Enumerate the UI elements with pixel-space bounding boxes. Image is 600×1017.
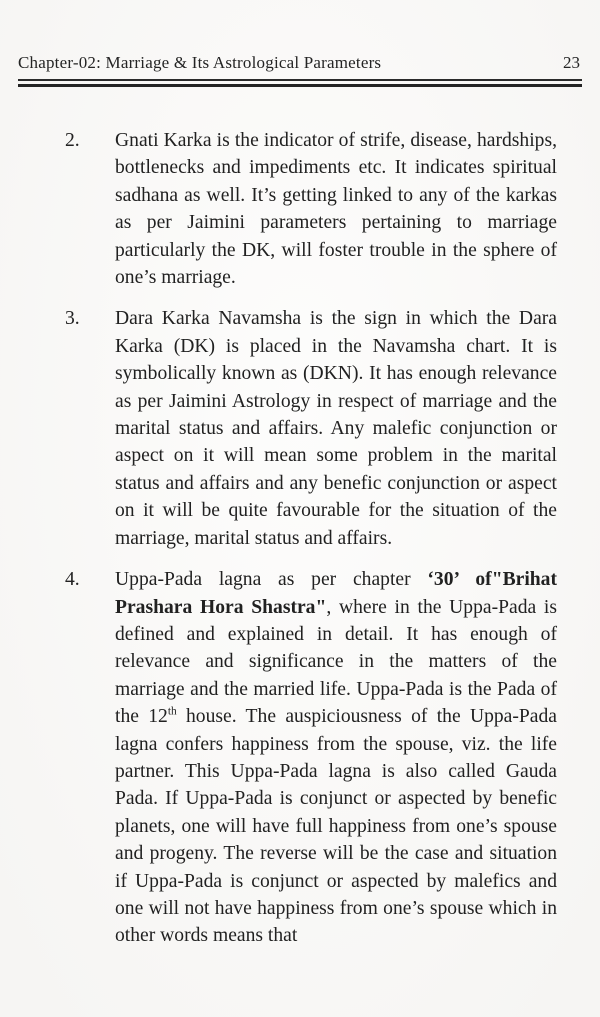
item-text-segment: , where in the Uppa-Pada is defined and explained in detail. It has enough of relevance and significance in the matters of the marriage and the married life. Uppa-Pada is the Pada of the 12: [115, 596, 557, 728]
list-item-3: [65, 305, 557, 552]
list-item-4: [65, 566, 557, 950]
page-number: 23: [563, 53, 580, 72]
item-text-segment: Uppa-Pada lagna as per chapter: [115, 569, 428, 591]
item-text: [115, 566, 557, 950]
chapter-title: Chapter-02: Marriage & Its Astrological Parameters: [18, 53, 382, 72]
item-number: 3.: [65, 308, 80, 330]
page-header: [0, 0, 600, 74]
item-text-bold-segment: ‘30’ of"Brihat Prashara Hora Shastra": [115, 569, 558, 618]
item-number: 4.: [65, 569, 80, 591]
ordinal-superscript: th: [167, 705, 177, 718]
list-item-2: [65, 127, 557, 291]
numbered-list: [65, 127, 557, 950]
item-text: Dara Karka Navamsha is the sign in which the Dara Karka (DK) is placed in the Navamsha chart. It is symbolically known as (DKN). It has enough relevance as per Jaimini Astrology in respect of marriage and the marital status and affairs. Any malefic conjunction or aspect on it will mean some problem in the marital status and affairs and any benefic conjunction or aspect on it will be quite favourable for the situation of the marriage, marital status and affairs.: [115, 308, 557, 549]
item-text-segment: house. The auspiciousness of the Uppa-Pada lagna confers happiness from the spouse, viz. the life partner. This Uppa-Pada lagna is also called Gauda Pada. If Uppa-Pada is conjunct or aspected by benefic planets, one will have full happiness from one’s spouse and progeny. The reverse will be the case and situation if Uppa-Pada is conjunct or aspected by malefics and one will not have happiness from one’s spouse which in other words means that: [115, 706, 557, 947]
item-number: 2.: [65, 130, 80, 151]
item-text: Gnati Karka is the indicator of strife, disease, hardships, bottlenecks and impediments etc. It indicates spiritual sadhana as well. It’s getting linked to any of the karkas as per Jaimini parameters pertaining to marriage particularly the DK, will foster trouble in the sphere of one’s marriage.: [115, 130, 557, 289]
header-divider-rule: [18, 79, 582, 87]
